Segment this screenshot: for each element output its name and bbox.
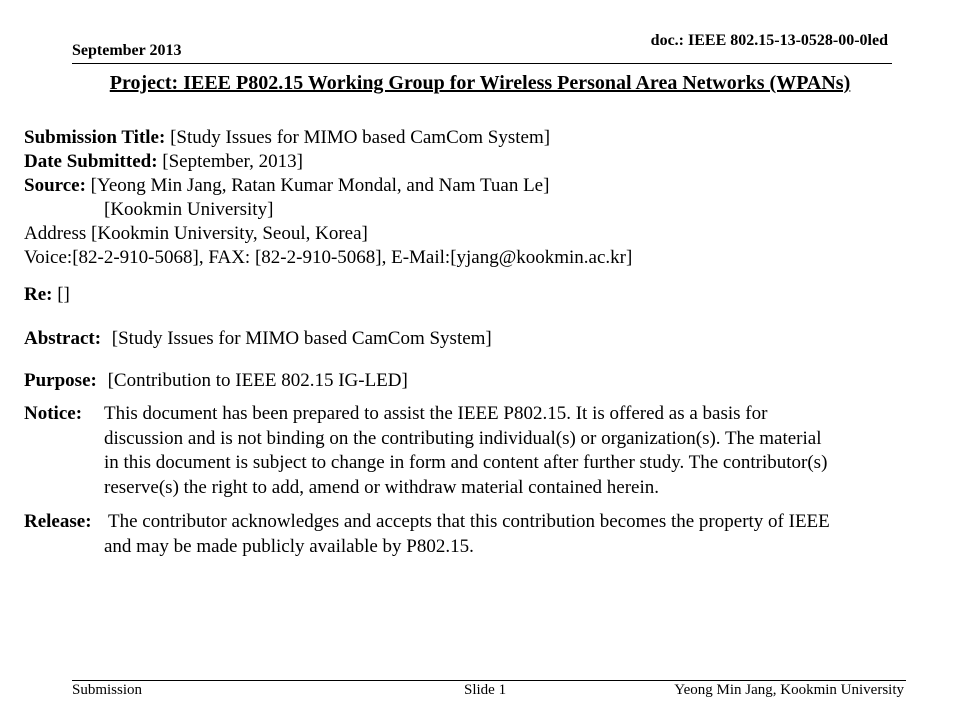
abstract-label: Abstract:	[24, 328, 102, 349]
release-label: Release:	[24, 511, 92, 532]
header-divider	[72, 63, 892, 64]
source-label: Source:	[24, 175, 86, 196]
source-value: [Yeong Min Jang, Ratan Kumar Mondal, and Nam Tuan Le]	[90, 175, 550, 196]
re-row	[24, 283, 70, 307]
re-value: []	[57, 284, 70, 305]
purpose-label: Purpose:	[24, 370, 97, 391]
notice-text	[104, 402, 827, 500]
notice-line: This document has been prepared to assist the IEEE P802.15. It is offered as a basis for	[104, 403, 768, 424]
date-submitted-row	[24, 150, 303, 174]
date-submitted-label: Date Submitted:	[24, 151, 158, 172]
source-affiliation: [Kookmin University]	[104, 199, 274, 220]
release-line: and may be made publicly available by P802.15.	[104, 536, 474, 557]
abstract-value: [Study Issues for MIMO based CamCom System]	[111, 328, 492, 349]
submission-title-value: [Study Issues for MIMO based CamCom System]	[170, 127, 551, 148]
abstract-row	[24, 327, 492, 351]
source-row	[24, 174, 549, 198]
date-submitted-value: [September, 2013]	[162, 151, 303, 172]
document-id: doc.: IEEE 802.15-13-0528-00-0led	[650, 32, 888, 49]
purpose-row	[24, 369, 408, 393]
submission-title-row	[24, 126, 550, 150]
footer-submission: Submission	[72, 682, 143, 698]
notice-label: Notice:	[24, 403, 83, 424]
notice-line: in this document is subject to change in form and content after further study. The contributor(s)	[104, 452, 828, 473]
release-text-cont	[104, 535, 474, 560]
header-date: September 2013	[72, 42, 182, 59]
purpose-value: [Contribution to IEEE 802.15 IG-LED]	[107, 370, 408, 391]
submission-title-label: Submission Title:	[24, 127, 166, 148]
address: Address [Kookmin University, Seoul, Korea]	[24, 223, 368, 244]
footer-divider	[72, 680, 906, 681]
project-title: Project: IEEE P802.15 Working Group for Wireless Personal Area Networks (WPANs)	[109, 72, 851, 94]
contact-info: Voice:[82-2-910-5068], FAX: [82-2-910-5068], E-Mail:[yjang@kookmin.ac.kr]	[24, 247, 633, 268]
footer-slide-number: Slide 1	[464, 682, 507, 698]
re-label: Re:	[24, 284, 53, 305]
release-line: The contributor acknowledges and accepts that this contribution becomes the property of IEEE	[108, 511, 830, 532]
notice-line: discussion and is not binding on the contributing individual(s) or organization(s). The material	[104, 427, 822, 449]
footer-author: Yeong Min Jang, Kookmin University	[674, 682, 904, 698]
notice-line: reserve(s) the right to add, amend or withdraw material contained herein.	[104, 476, 660, 498]
release-text	[108, 510, 830, 535]
